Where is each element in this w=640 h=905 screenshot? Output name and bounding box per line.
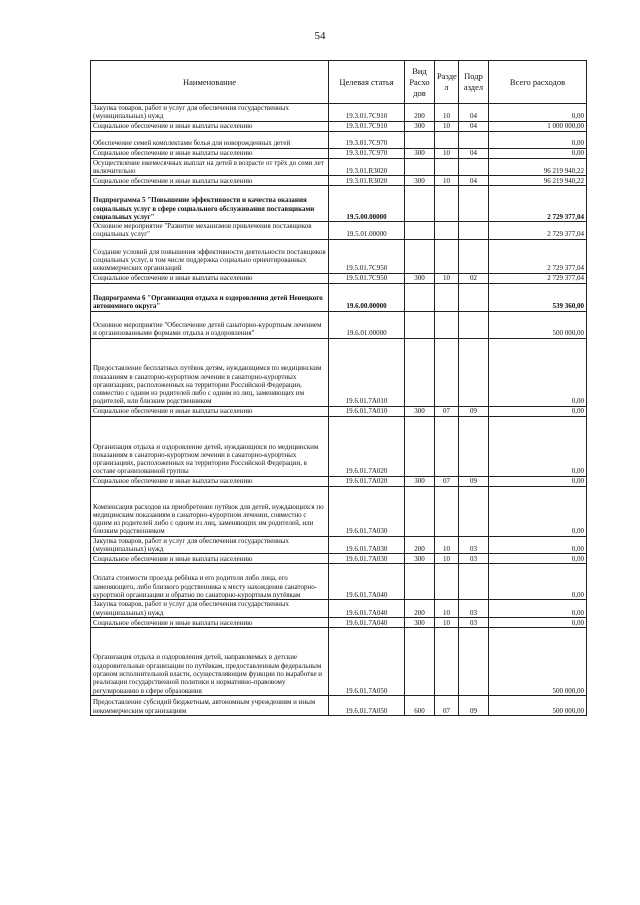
cell-sum: 0,00 [489,536,587,554]
cell-name: Социальное обеспечение и иные выплаты населению [91,554,329,564]
cell-vid [405,311,435,338]
table-row [91,158,587,176]
cell-razd [435,222,459,240]
table-row [91,311,587,338]
cell-podr [459,416,489,476]
cell-razd [435,338,459,406]
cell-code: 19.3.01.7С970 [329,148,405,158]
cell-sum: 500 000,00 [489,627,587,695]
cell-vid [405,416,435,476]
table-row [91,131,587,148]
cell-sum: 0,00 [489,338,587,406]
cell-name: Подпрограмма 6 "Организация отдыха и оздоровления детей Ненецкого автономного округа" [91,283,329,311]
cell-podr [459,486,489,536]
cell-razd [435,486,459,536]
table-row [91,486,587,536]
cell-razd [435,239,459,273]
cell-sum: 0,00 [489,486,587,536]
cell-sum: 0,00 [489,564,587,600]
table-row [91,476,587,486]
header-razd: Разде л [435,61,459,104]
cell-razd [435,158,459,176]
cell-razd: 10 [435,600,459,618]
cell-podr: 02 [459,273,489,283]
cell-code: 19.6.01.7А010 [329,338,405,406]
table-row [91,283,587,311]
cell-name: Компенсация расходов на приобретение путёвок для детей, нуждающихся по медицинским показаниям в санаторно-курортном лечении, совместно с одним из родителей либо с одним из лиц, заменяющих им родителей, или близким родственником [91,486,329,536]
table-row [91,104,587,122]
cell-vid: 300 [405,406,435,416]
cell-vid [405,222,435,240]
cell-sum: 0,00 [489,476,587,486]
cell-podr [459,283,489,311]
cell-code: 19.5.00.00000 [329,186,405,222]
cell-razd: 07 [435,695,459,715]
cell-vid [405,186,435,222]
cell-razd: 10 [435,617,459,627]
cell-sum: 0,00 [489,131,587,148]
cell-code: 19.6.00.00000 [329,283,405,311]
cell-podr: 04 [459,148,489,158]
cell-razd: 10 [435,104,459,122]
cell-vid: 300 [405,176,435,186]
cell-vid: 300 [405,476,435,486]
table-row [91,695,587,715]
cell-podr [459,311,489,338]
cell-name: Закупка товаров, работ и услуг для обеспечения государственных (муниципальных) нужд [91,536,329,554]
cell-vid [405,486,435,536]
table-row [91,600,587,618]
cell-razd [435,416,459,476]
cell-name: Предоставление бесплатных путёвок детям, нуждающимся по медицинским показаниям в санаторно-курортном лечении в санаторно-курортных организациях, расположенных на территории Российской Федерации, совместно с одним из родителей либо с одним из лиц, заменяющих им родителей, или близким родственником [91,338,329,406]
cell-name: Закупка товаров, работ и услуг для обеспечения государственных (муниципальных) нужд [91,600,329,618]
cell-podr: 03 [459,536,489,554]
cell-vid [405,338,435,406]
table-row [91,338,587,406]
cell-code: 19.3.01.7С970 [329,131,405,148]
cell-vid [405,564,435,600]
cell-sum: 96 219 940,22 [489,176,587,186]
cell-sum: 0,00 [489,617,587,627]
header-sum: Всего расходов [489,61,587,104]
cell-razd [435,564,459,600]
cell-vid: 600 [405,695,435,715]
cell-name: Социальное обеспечение и иные выплаты населению [91,617,329,627]
cell-vid [405,131,435,148]
header-vid: Вид Расхо дов [405,61,435,104]
cell-podr [459,627,489,695]
cell-name: Социальное обеспечение и иные выплаты населению [91,176,329,186]
cell-code: 19.6.01.7А040 [329,600,405,618]
cell-podr: 04 [459,176,489,186]
table-row [91,222,587,240]
table-row [91,406,587,416]
table-row [91,536,587,554]
cell-podr [459,564,489,600]
cell-sum: 2 729 377,04 [489,273,587,283]
cell-name: Предоставление субсидий бюджетным, автономным учреждениям и иным некоммерческим организациям [91,695,329,715]
table-header-row [91,61,587,104]
cell-name: Создание условий для повышения эффективности деятельности поставщиков социальных услуг, в том числе поддержка социально ориентированных некоммерческих организаций [91,239,329,273]
cell-razd: 07 [435,476,459,486]
cell-sum: 0,00 [489,600,587,618]
cell-sum: 500 000,00 [489,695,587,715]
cell-podr [459,158,489,176]
cell-name: Социальное обеспечение и иные выплаты населению [91,273,329,283]
cell-sum: 2 729 377,04 [489,222,587,240]
cell-name: Обеспечение семей комплектами белья для новорожденных детей [91,131,329,148]
cell-vid: 300 [405,273,435,283]
cell-code: 19.5.01.7С950 [329,273,405,283]
cell-code: 19.6.01.7А020 [329,416,405,476]
budget-table [90,60,587,716]
cell-name: Подпрограмма 5 "Повышение эффективности и качества оказания социальных услуг в сфере социального обслуживания поставщиками социальных услуг" [91,186,329,222]
table-row [91,121,587,131]
cell-razd: 07 [435,406,459,416]
table-row [91,416,587,476]
cell-code: 19.6.01.7А030 [329,486,405,536]
cell-podr: 03 [459,617,489,627]
cell-sum: 0,00 [489,406,587,416]
cell-code: 19.3.01.7С910 [329,121,405,131]
cell-name: Основное мероприятие "Развитие механизмов привлечения поставщиков социальных услуг" [91,222,329,240]
cell-code: 19.6.01.7А030 [329,554,405,564]
cell-sum: 96 219 940,22 [489,158,587,176]
cell-name: Организация отдыха и оздоровления детей, направляемых в детские оздоровительные организации по путёвкам, предоставленным федеральным органом исполнительной власти, осуществляющим функции по выработке и реализации государственной политики и нормативно-правовому регулированию в сфере образования [91,627,329,695]
cell-vid: 200 [405,104,435,122]
header-podr: Подр аздел [459,61,489,104]
cell-name: Осуществление ежемесячных выплат на детей в возрасте от трёх до семи лет включительно [91,158,329,176]
cell-name: Социальное обеспечение и иные выплаты населению [91,121,329,131]
table-row [91,617,587,627]
table-row [91,564,587,600]
cell-razd: 10 [435,273,459,283]
cell-sum: 2 729 377,04 [489,186,587,222]
cell-razd: 10 [435,176,459,186]
cell-vid [405,239,435,273]
cell-sum: 0,00 [489,148,587,158]
cell-razd [435,283,459,311]
cell-sum: 539 360,00 [489,283,587,311]
cell-name: Социальное обеспечение и иные выплаты населению [91,476,329,486]
cell-razd: 10 [435,121,459,131]
cell-code: 19.6.01.7А030 [329,536,405,554]
cell-vid: 300 [405,121,435,131]
cell-sum: 0,00 [489,104,587,122]
cell-vid: 300 [405,148,435,158]
cell-razd [435,311,459,338]
cell-sum: 0,00 [489,416,587,476]
cell-vid: 300 [405,617,435,627]
page-number: 54 [314,30,326,42]
table-row [91,148,587,158]
cell-razd [435,131,459,148]
cell-code: 19.3.01.R3020 [329,176,405,186]
cell-podr [459,186,489,222]
table-row [91,627,587,695]
cell-name: Социальное обеспечение и иные выплаты населению [91,406,329,416]
cell-razd: 10 [435,148,459,158]
cell-podr [459,222,489,240]
cell-code: 19.5.01.00000 [329,222,405,240]
cell-razd: 10 [435,554,459,564]
cell-podr: 03 [459,600,489,618]
cell-podr [459,131,489,148]
table-row [91,554,587,564]
cell-podr: 04 [459,121,489,131]
table-row [91,239,587,273]
table-row [91,176,587,186]
cell-name: Оплата стоимости проезда ребёнка и его родителя либо лица, его заменяющего, либо близкого родственника к месту нахождения санаторно-курортной организации и обратно по санаторно-курортным путёвкам [91,564,329,600]
cell-sum: 1 000 000,00 [489,121,587,131]
cell-code: 19.6.01.00000 [329,311,405,338]
header-name: Наименование [91,61,329,104]
cell-name: Основное мероприятие "Обеспечение детей санаторно-курортным лечением и организованными формами отдыха и оздоровления" [91,311,329,338]
cell-podr [459,338,489,406]
cell-razd [435,627,459,695]
cell-vid [405,158,435,176]
cell-name: Организация отдыха и оздоровление детей, нуждающихся по медицинским показаниям в санаторно-курортном лечении в санаторно-курортных организациях, расположенных на территории Российской Федерации, в составе организованной группы [91,416,329,476]
cell-code: 19.6.01.7А050 [329,627,405,695]
cell-vid [405,283,435,311]
table-row [91,273,587,283]
cell-code: 19.6.01.7А040 [329,617,405,627]
cell-code: 19.6.01.7А040 [329,564,405,600]
cell-podr: 09 [459,476,489,486]
cell-vid: 300 [405,554,435,564]
cell-podr: 04 [459,104,489,122]
cell-code: 19.3.01.R3020 [329,158,405,176]
cell-razd [435,186,459,222]
cell-name: Закупка товаров, работ и услуг для обеспечения государственных (муниципальных) нужд [91,104,329,122]
cell-code: 19.5.01.7С950 [329,239,405,273]
cell-podr: 03 [459,554,489,564]
cell-razd: 10 [435,536,459,554]
cell-podr: 09 [459,695,489,715]
cell-podr [459,239,489,273]
cell-vid: 200 [405,600,435,618]
cell-code: 19.6.01.7А010 [329,406,405,416]
cell-sum: 2 729 377,04 [489,239,587,273]
cell-code: 19.3.01.7С910 [329,104,405,122]
cell-sum: 500 000,00 [489,311,587,338]
cell-code: 19.6.01.7А020 [329,476,405,486]
table-row [91,186,587,222]
cell-podr: 09 [459,406,489,416]
cell-name: Социальное обеспечение и иные выплаты населению [91,148,329,158]
cell-vid: 200 [405,536,435,554]
cell-vid [405,627,435,695]
cell-code: 19.6.01.7А050 [329,695,405,715]
header-code: Целевая статья [329,61,405,104]
cell-sum: 0,00 [489,554,587,564]
